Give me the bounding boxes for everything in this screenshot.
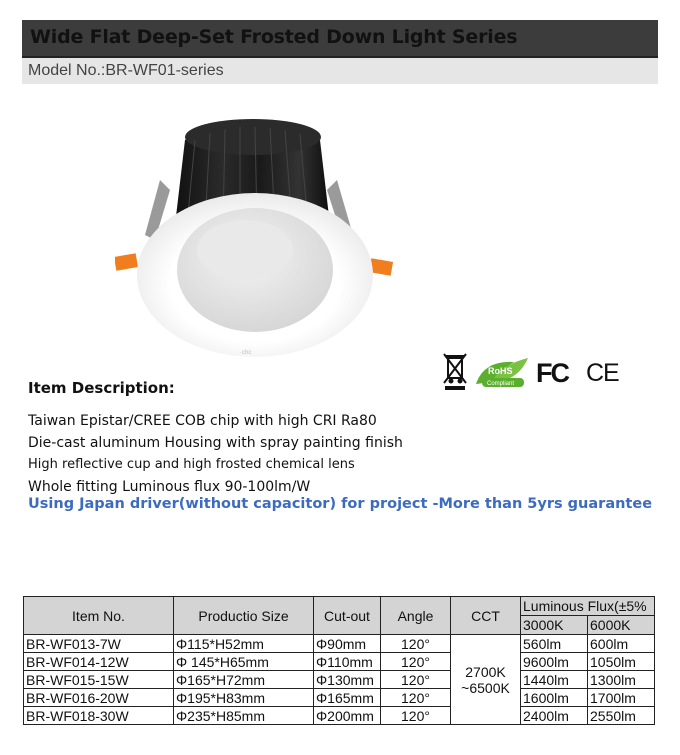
header-angle: Angle [381,597,451,635]
cell-size: Φ 145*H65mm [174,653,314,671]
header-cutout: Cut-out [314,597,381,635]
title-bar [22,20,658,58]
downlight-product-image [115,95,400,360]
cell-cutout: Φ165mm [314,689,381,707]
cell-cutout: Φ200mm [314,707,381,725]
cell-cutout: Φ130mm [314,671,381,689]
cell-item: BR-WF014-12W [24,653,174,671]
table-row [24,635,655,653]
cell-angle: 120° [381,707,451,725]
cell-angle: 120° [381,653,451,671]
weee-icon [442,352,468,390]
rohs-icon [474,356,530,388]
cell-flux-6000k: 1050lm [588,653,655,671]
cell-item: BR-WF018-30W [24,707,174,725]
header-item-no: Item No. [24,597,174,635]
cell-cct [451,635,521,725]
cell-flux-6000k: 1700lm [588,689,655,707]
table-row [24,653,655,671]
page-title: Wide Flat Deep-Set Frosted Down Light Series [30,26,518,48]
cell-flux-3000k: 9600lm [521,653,588,671]
cell-flux-6000k: 2550lm [588,707,655,725]
driver-highlight: Using Japan driver(without capacitor) for project -More than 5yrs guarantee [28,496,653,512]
feature-item: Whole fitting Luminous flux 90-100lm/W [28,479,311,495]
cell-flux-3000k: 1600lm [521,689,588,707]
feature-item: High reflective cup and high frosted chemical lens [28,457,355,472]
rohs-label: RoHS [488,366,513,376]
cell-size: Φ195*H83mm [174,689,314,707]
certification-logos [442,352,632,392]
model-number: Model No.:BR-WF01-series [28,62,224,79]
cell-flux-3000k: 2400lm [521,707,588,725]
item-description-heading: Item Description: [28,379,175,397]
ce-icon: CE [586,359,619,387]
table-row [24,689,655,707]
cell-flux-6000k: 600lm [588,635,655,653]
cell-size: Φ115*H52mm [174,635,314,653]
cell-flux-3000k: 560lm [521,635,588,653]
cell-angle: 120° [381,689,451,707]
cell-flux-3000k: 1440lm [521,671,588,689]
header-luminous-flux: Luminous Flux(±5% [521,597,655,616]
table-row [24,707,655,725]
cct-value-line1: 2700K [465,663,506,680]
cell-size: Φ165*H72mm [174,671,314,689]
header-flux-3000k: 3000K [521,616,588,635]
rohs-compliant-label: Compliant [487,381,515,387]
cell-cutout: Φ90mm [314,635,381,653]
cell-item: BR-WF015-15W [24,671,174,689]
cct-value-line2: ~6500K [461,679,510,696]
cell-cutout: Φ110mm [314,653,381,671]
cell-item: BR-WF013-7W [24,635,174,653]
image-watermark: ·chc [240,350,252,356]
cell-item: BR-WF016-20W [24,689,174,707]
feature-item: Taiwan Epistar/CREE COB chip with high CRI Ra80 [28,413,377,429]
feature-list [28,410,403,498]
header-product-size: Productio Size [174,597,314,635]
cell-size: Φ235*H85mm [174,707,314,725]
model-bar [22,58,658,84]
cell-flux-6000k: 1300lm [588,671,655,689]
feature-item: Die-cast aluminum Housing with spray painting finish [28,435,403,451]
cell-angle: 120° [381,635,451,653]
fcc-icon: FC [536,358,568,388]
spec-table [23,596,655,725]
header-flux-6000k: 6000K [588,616,655,635]
table-row [24,671,655,689]
cell-angle: 120° [381,671,451,689]
header-cct: CCT [451,597,521,635]
